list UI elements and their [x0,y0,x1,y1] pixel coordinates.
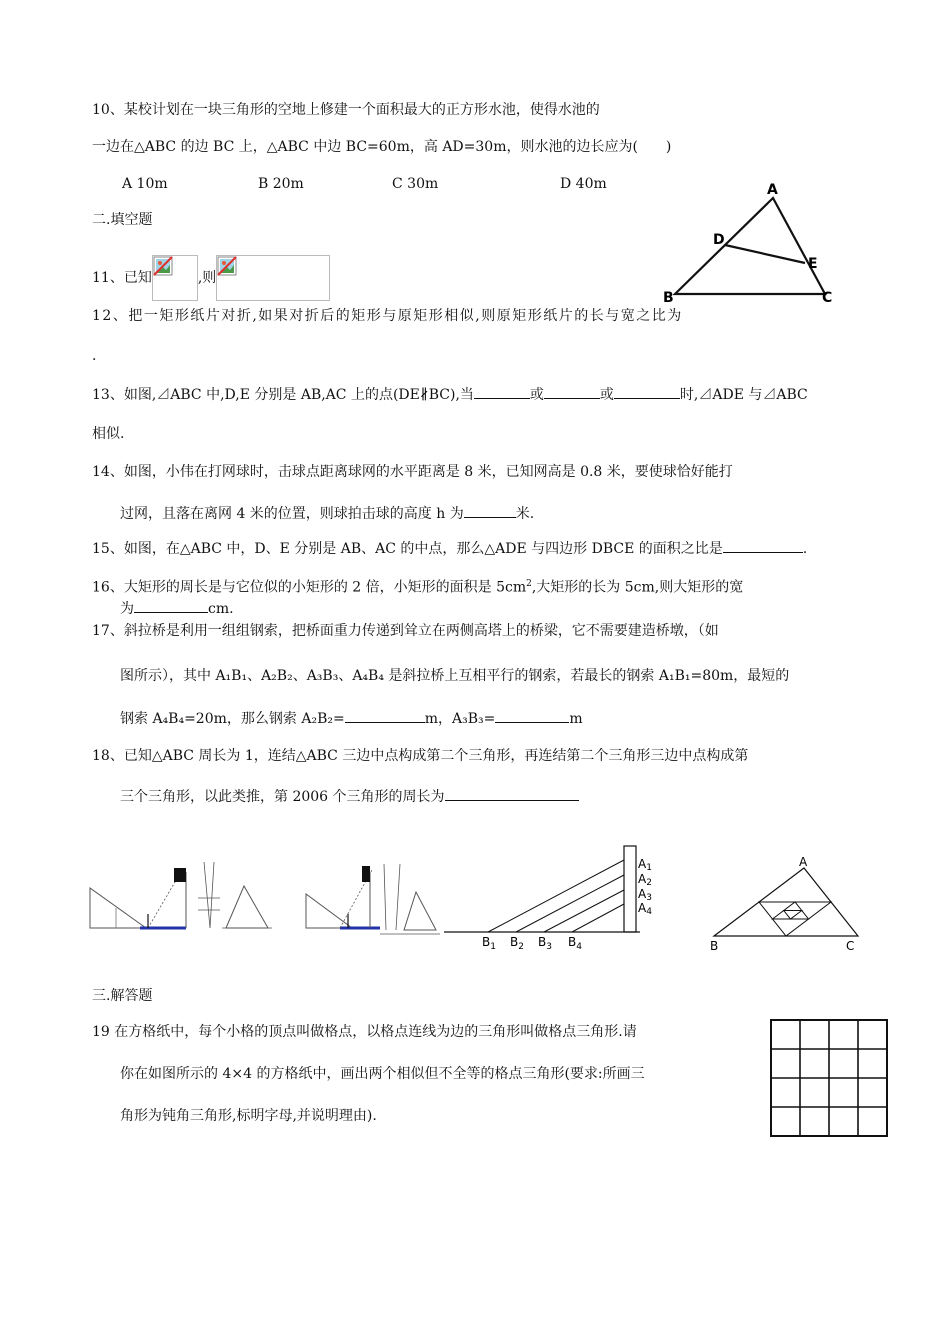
q13-prefix: 13、如图,⊿ABC 中,D,E 分别是 AB,AC 上的点(DE [92,387,420,403]
svg-text:A2 [638,872,652,888]
q14-text: 过网，且落在离网 4 米的位置，则球拍击球的高度 h 为 [120,506,464,522]
q13-blank-3[interactable] [614,384,680,399]
cable-a4b4 [572,904,624,932]
q11-mid: ,则 [197,270,217,286]
q11-image-placeholder-1 [152,255,198,301]
q16-line1 [92,574,743,598]
q16-text-a: 16、大矩形的周长是与它位似的小矩形的 2 倍，小矩形的面积是 5cm [92,579,527,596]
q14-unit: 米. [515,506,535,522]
svg-text:B3 [538,935,552,952]
label-a1: A [638,857,647,871]
figure-midpoint-triangles [706,852,870,952]
svg-text:B4 [568,935,582,952]
q13-blank-2[interactable] [544,384,600,399]
cable-a1b1 [488,860,624,932]
svg-text:A1 [638,857,652,873]
q18-line1: 18、已知△ABC 周长为 1，连结△ABC 三边中点构成第二个三角形，再连结第二个三角形三边中点构成第 [92,748,749,764]
q15-text: 15、如图，在△ABC 中，D、E 分别是 AB、AC 的中点，那么△ADE 与四边形 DBCE 的面积之比是 [92,541,723,557]
q15-end: . [802,541,808,557]
q13-not-parallel: ∦ [419,387,429,403]
q14-blank[interactable] [464,503,516,518]
q17-text-b: m，A₃B₃= [424,711,496,727]
figure-tennis-2 [300,858,442,948]
label-b2-sub: 2 [518,942,524,952]
q17-text-c: m [569,711,583,727]
broken-image-icon [217,256,237,276]
q18-text: 三个三角形，以此类推，第 2006 个三角形的周长为 [120,789,445,805]
bridge-tower [624,846,636,932]
q12-line1: 12、把一矩形纸片对折,如果对折后的矩形与原矩形相似,则原矩形纸片的长与宽之比为 [92,308,683,324]
label-b2: B [510,935,519,949]
q13-suffix: 时,⊿ADE 与⊿ABC [679,387,808,403]
label-c: C [822,290,833,304]
figure-triangle-ade [655,178,845,304]
label-a: A [767,182,778,198]
q16-blank[interactable] [134,598,208,613]
q15-blank[interactable] [723,538,803,553]
label-a3: A [638,887,647,901]
q16-unit: cm. [208,601,234,617]
label-a3-sub: 3 [646,893,652,903]
q11-prefix: 11、已知 [92,270,152,286]
q13-line2: 相似. [92,426,125,442]
label-b: B [663,290,674,304]
label-a4: A [638,901,647,915]
q16-sup: 2 [526,579,532,589]
q12-line2: . [92,348,97,364]
q14-line2 [120,503,534,524]
label-b3: B [538,935,547,949]
label-a2-sub: 2 [646,878,652,888]
grid-4x4 [769,1018,889,1138]
q10-option-b: B 20m [258,176,304,192]
section-fill-in-heading: 二.填空题 [92,212,153,228]
figure-bridge [444,840,664,952]
q10-option-c: C 30m [392,176,439,192]
q13-cont: BC),当 [428,387,474,403]
broken-image-icon [153,256,173,276]
section-answer-heading: 三.解答题 [92,988,153,1004]
label-a: A [799,855,808,869]
q17-line1: 17、斜拉桥是利用一组组钢索，把桥面重力传递到耸立在两侧高塔上的桥梁，它不需要建造桥墩，（如 [92,623,719,639]
label-a4-sub: 4 [646,907,652,917]
q13-or-2: 或 [599,387,614,403]
q16-text-b: ,大矩形的长为 5cm,则大矩形的宽 [531,579,744,596]
label-b4: B [568,935,577,949]
q10-option-a: A 10m [122,176,168,192]
svg-text:B2 [510,935,524,952]
q16-prefix: 为 [120,601,134,617]
segment-de [725,245,805,263]
q19-line2: 你在如图所示的 4×4 的方格纸中，画出两个相似但不全等的格点三角形(要求:所画三 [120,1066,645,1082]
q13-or-1: 或 [529,387,544,403]
svg-text:A4 [638,901,652,917]
label-e: E [808,256,818,272]
q13-blank-1[interactable] [474,384,530,399]
label-a1-sub: 1 [646,863,652,873]
q10-line1: 10、某校计划在一块三角形的空地上修建一个面积最大的正方形水池，使得水池的 [92,102,600,118]
svg-text:B1 [482,935,496,952]
label-d: D [713,232,725,248]
triangle-abc [675,198,825,294]
q17-line3 [120,708,583,729]
q14-line1: 14、如图，小伟在打网球时，击球点距离球网的水平距离是 8 米，已知网高是 0.8 米，要使球恰好能打 [92,464,733,480]
q11-image-placeholder-2 [216,255,330,301]
triangle-4 [784,911,802,920]
figure-tennis-1 [86,858,284,938]
q17-text-a: 钢索 A₄B₄=20m，那么钢索 A₂B₂= [120,711,345,727]
q19-line3: 角形为钝角三角形,标明字母,并说明理由). [120,1108,377,1124]
q13-line1 [92,384,808,405]
label-b1: B [482,935,491,949]
label-a2: A [638,872,647,886]
q11 [92,255,330,301]
q15 [92,538,807,559]
label-c: C [846,939,855,952]
q17-blank-2[interactable] [495,708,569,723]
q19-line1: 19 在方格纸中，每个小格的顶点叫做格点，以格点连线为边的三角形叫做格点三角形.请 [92,1024,637,1040]
cable-a2b2 [516,875,624,932]
q17-blank-1[interactable] [345,708,425,723]
q18-line2 [120,786,579,807]
label-b3-sub: 3 [546,942,552,952]
q18-blank[interactable] [445,786,579,801]
label-b4-sub: 4 [576,942,582,952]
q16-line2 [120,598,234,619]
q17-line2: 图所示），其中 A₁B₁、A₂B₂、A₃B₃、A₄B₄ 是斜拉桥上互相平行的钢索，若最长的钢索 A₁B₁=80m，最短的 [120,668,790,684]
label-b: B [710,939,719,952]
q10-option-d: D 40m [560,176,607,192]
q10-line2: 一边在△ABC 的边 BC 上，△ABC 中边 BC=60m，高 AD=30m，则水池的边长应为( ) [92,139,672,155]
label-b1-sub: 1 [490,942,496,952]
